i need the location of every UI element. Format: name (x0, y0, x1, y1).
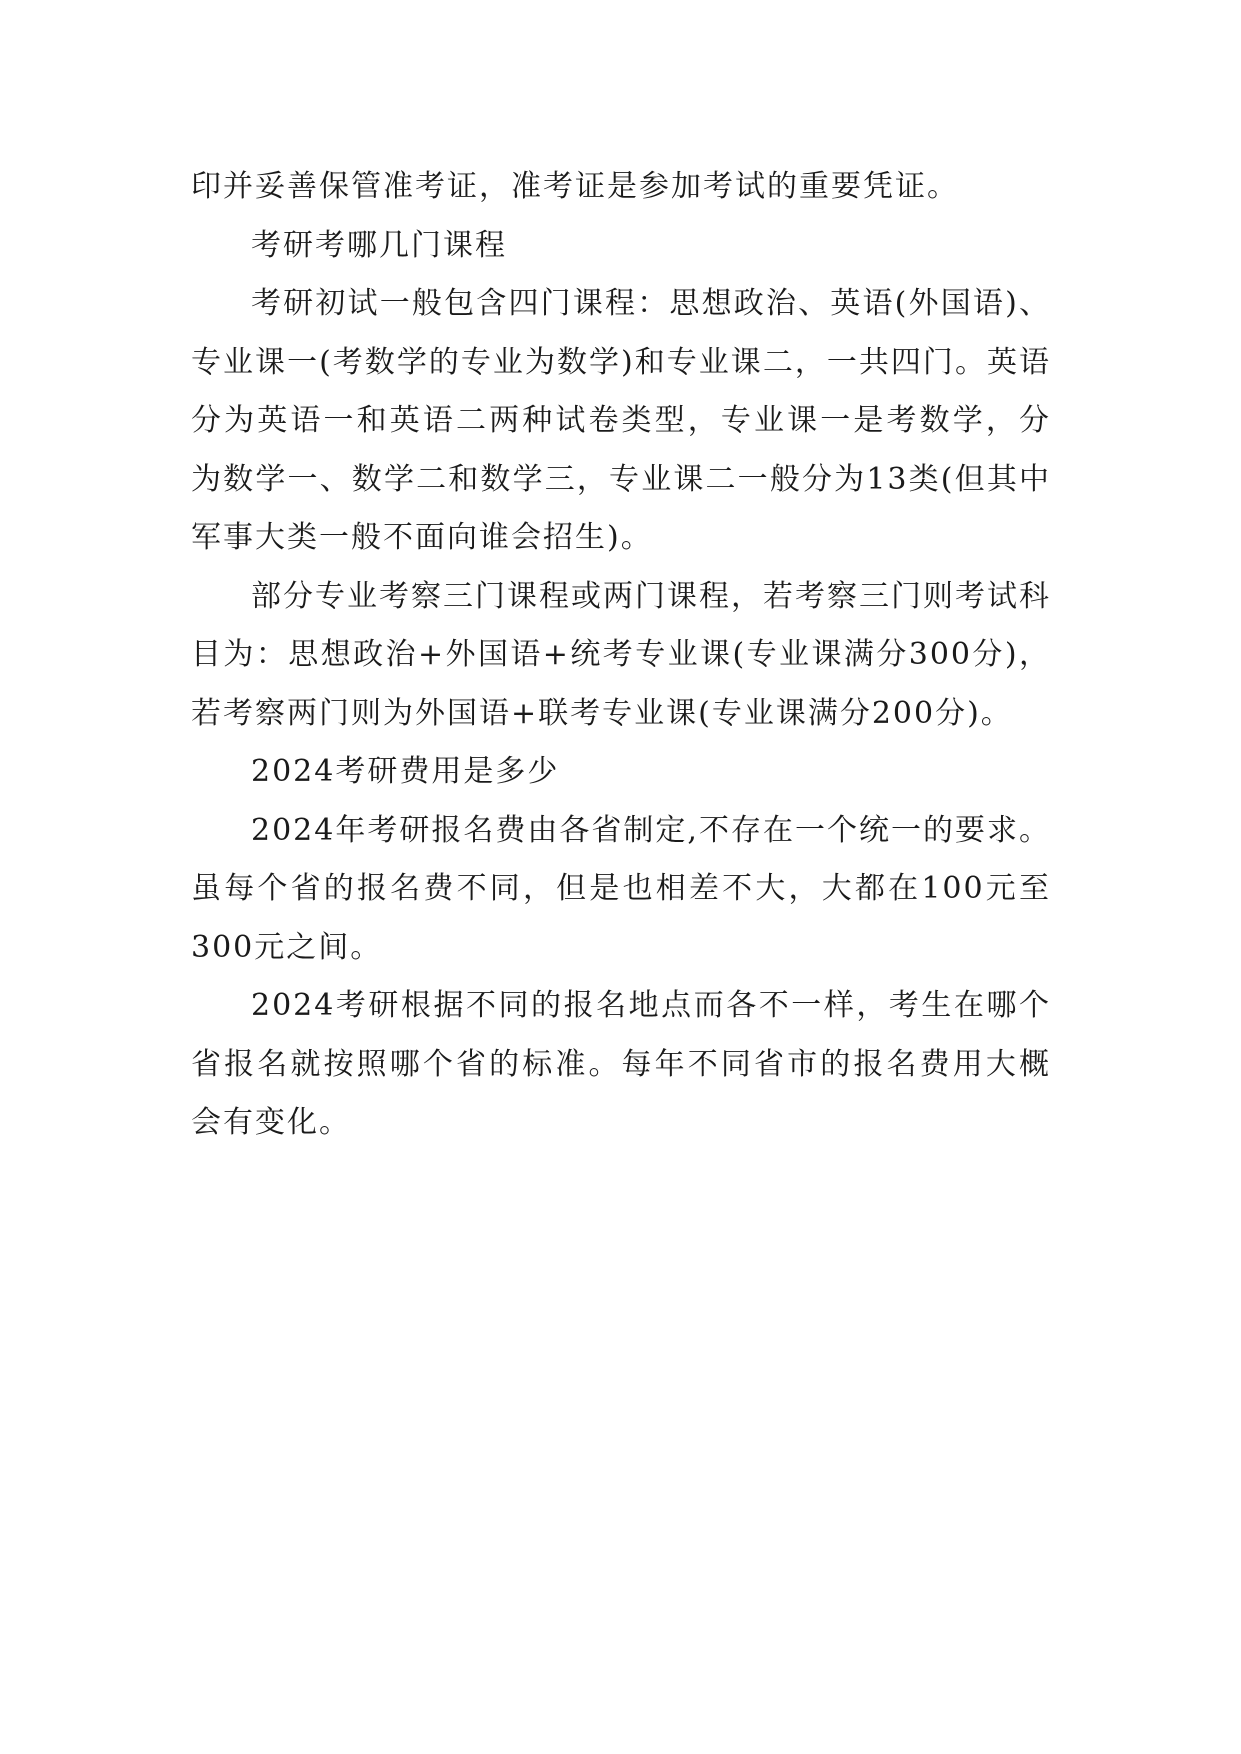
document-body (191, 158, 1051, 1153)
paragraph-registration-fee: 2024年考研报名费由各省制定,不存在一个统一的要求。虽每个省的报名费不同，但是也相差不大，大都在100元至300元之间。 (191, 812, 1051, 965)
paragraph-three-or-two-courses: 部分专业考察三门课程或两门课程，若考察三门则考试科目为：思想政治+外国语+统考专业课(专业课满分300分)，若考察两门则为外国语+联考专业课(专业课满分200分)。 (191, 578, 1051, 731)
paragraph-four-courses: 考研初试一般包含四门课程：思想政治、英语(外国语)、专业课一(考数学的专业为数学)和专业课二，一共四门。英语分为英语一和英语二两种试卷类型，专业课一是考数学，分为数学一、数学二和数学三，专业课二一般分为13类(但其中军事大类一般不面向谁会招生)。 (191, 286, 1051, 555)
heading-exam-subjects: 考研考哪几门课程 (251, 227, 507, 263)
paragraph-fee-by-location: 2024考研根据不同的报名地点而各不一样，考生在哪个省报名就按照哪个省的标准。每年不同省市的报名费用大概会有变化。 (191, 988, 1051, 1140)
heading-exam-fees: 2024考研费用是多少 (251, 754, 560, 789)
paragraph-admission-ticket: 印并妥善保管准考证，准考证是参加考试的重要凭证。 (191, 169, 959, 204)
